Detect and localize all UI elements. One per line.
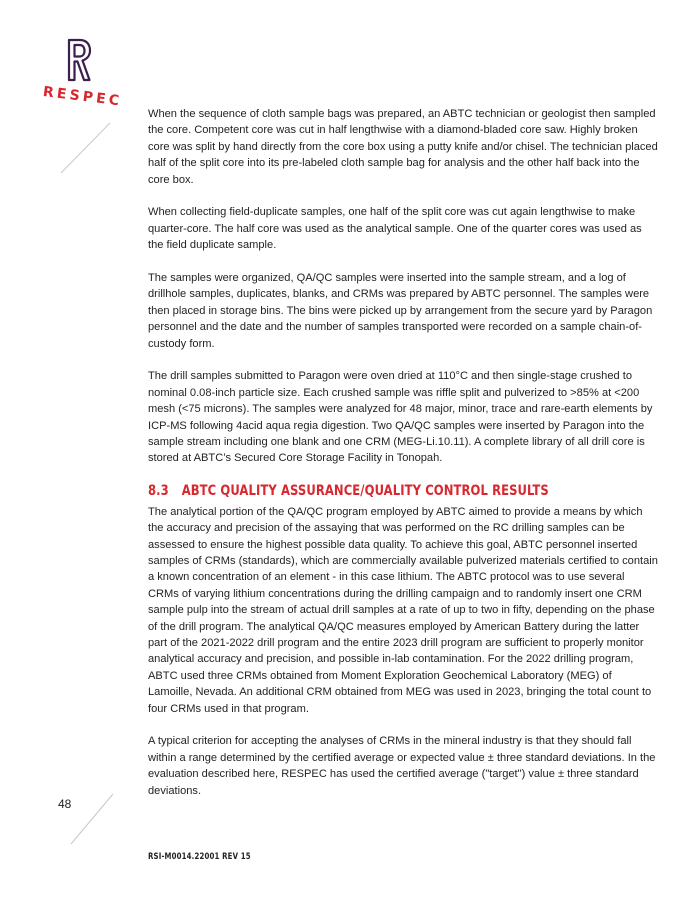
paragraph: The samples were organized, QA/QC samples were inserted into the sample stream, and a log of drillhole samples, duplicates, blanks, and CRMs was prepared by ABTC personnel. The samples were then placed in storage bins. The bins were picked up by arrangement from the secure yard by Paragon personnel and the date and the number of samples transported were recorded on a sample chain-of-custody form. (148, 272, 653, 350)
footer-doc-id: RSI-M0014.22001 REV 15 (148, 852, 251, 862)
respec-r-mark-icon (66, 38, 92, 82)
paragraph: When the sequence of cloth sample bags was prepared, an ABTC technician or geologist then sampled the core. Competent core was cut in half lengthwise with a diamond-bladed core saw. Highly broken core was split by hand directly from the core box using a putty knife and/or chisel. The technician placed half of the split core into its pre-labeled cloth sample bag for analysis and the other half back into the core box. (148, 108, 658, 186)
paragraph: The drill samples submitted to Paragon were oven dried at 110°C and then single-stage crushed to nominal 0.08-inch particle size. Each crushed sample was riffle split and pulverized to >85% at <200 mesh (<75 microns). The samples were analyzed for 48 major, minor, trace and rare-earth elements by ICP-MS following 4acid aqua regia digestion. Two QA/QC samples were inserted by Paragon into the sample stream including one blank and one CRM (MEG-Li.10.11). A complete library of all drill core is stored at ABTC’s Secured Core Storage Facility in Tonopah. (148, 370, 653, 465)
page-number: 48 (58, 797, 72, 811)
paragraph: When collecting field-duplicate samples, one half of the split core was cut again lengthwise to make quarter-core. The half core was used as the analytical sample. One of the quarter cores was used as the field duplicate sample. (148, 206, 642, 252)
respec-logo (42, 38, 124, 118)
section-number: 8.3 (148, 483, 169, 500)
decorative-diagonal-top (60, 122, 112, 174)
section-title: ABTC QUALITY ASSURANCE/QUALITY CONTROL RESULTS (181, 483, 549, 500)
logo-wordmark: RESPEC (42, 84, 124, 110)
section-heading (148, 483, 617, 499)
decorative-diagonal-bottom (70, 793, 114, 845)
paragraph: A typical criterion for accepting the analyses of CRMs in the mineral industry is that they should fall within a range determined by the certified average or expected value ± three standard deviations. In the evaluation described here, RESPEC has used the certified average ("target") value ± three standard deviations. (148, 735, 656, 797)
document-body (148, 106, 658, 815)
paragraph: The analytical portion of the QA/QC program employed by ABTC aimed to provide a means by which the accuracy and precision of the assaying that was performed on the RC drilling samples can be assessed to ensure the highest possible data quality. To achieve this goal, ABTC personnel inserted samples of CRMs (standards), which are commercially available pulverized materials certified to contain a known concentration of an element - in this case lithium. The ABTC protocol was to use several CRMs of varying lithium concentrations during the drilling campaign and to randomly insert one CRM sample pulp into the stream of actual drill samples at a rate of up to two in fifty, depending on the phase of the drill program. The analytical QA/QC measures employed by American Battery during the latter part of the 2021-2022 drill program and the entire 2023 drill program are sufficient to properly monitor analytical accuracy and precision, and possible in-lab contamination. For the 2022 drilling program, ABTC used three CRMs obtained from Moment Exploration Geochemical Laboratory (MEG) of Lamoille, Nevada. An additional CRM obtained from MEG was used in 2023, bringing the total count to four CRMs used in that program. (148, 505, 658, 715)
